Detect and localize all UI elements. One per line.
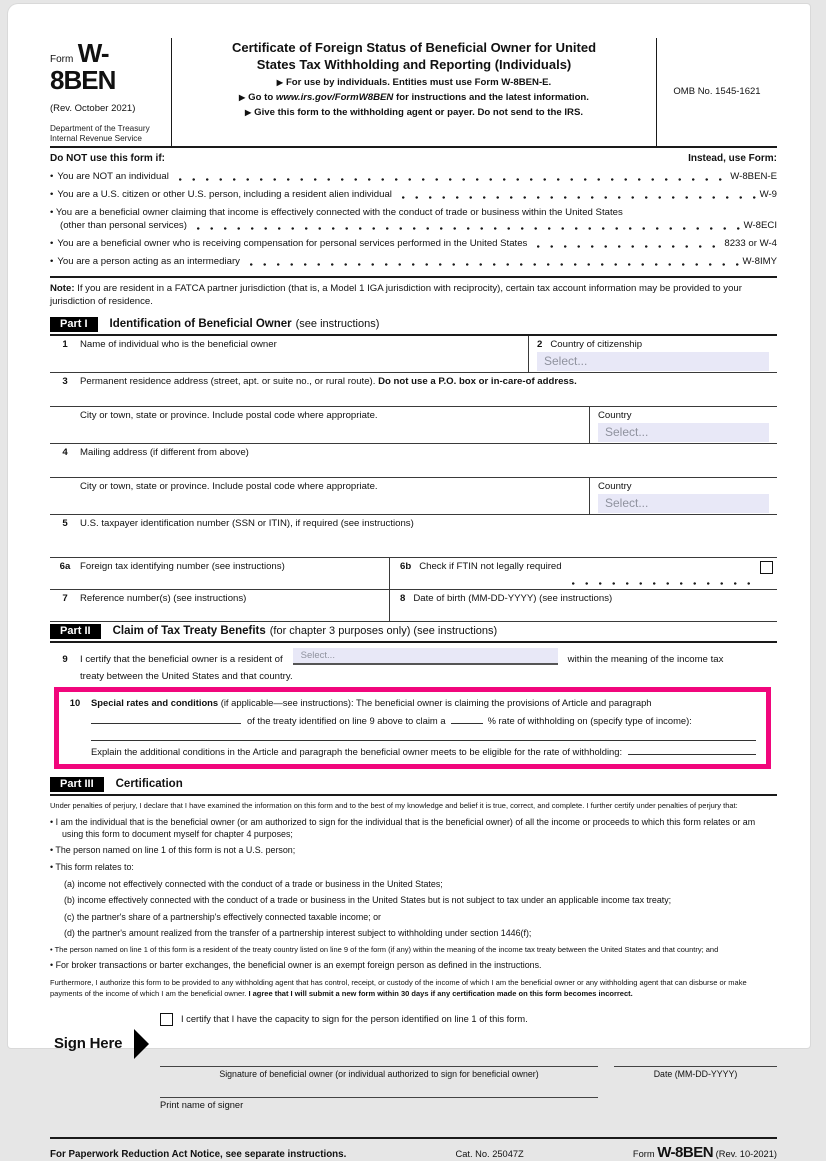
- country-cell-2: [590, 478, 777, 514]
- row-line3: 3 Permanent residence address (street, apt. or suite no., or rural route). Do not use a P.O. box or in-care-of address.: [50, 373, 777, 407]
- pointer-icon: ▶: [239, 93, 246, 103]
- certification-list: [50, 817, 777, 971]
- ftin-not-required-checkbox[interactable]: [760, 561, 773, 574]
- ftin-input[interactable]: 6a Foreign tax identifying number (see instructions): [50, 558, 390, 589]
- certification-item: (d) the partner's amount realized from the transfer of a partnership interest subject to withholding under section 1446(f);: [64, 928, 532, 939]
- form-title: Certificate of Foreign Status of Beneficial Owner for United States Tax Withholding and Reporting (Individuals): [231, 40, 597, 72]
- certification-section: [50, 801, 777, 1000]
- line9-treaty-residence: 9 I certify that the beneficial owner is a resident of Select... within the meaning of the income tax treaty between the United States and that country.: [62, 649, 724, 682]
- ftin-checkbox-label: Check if FTIN not legally required: [419, 560, 562, 572]
- part2-header: Part II Claim of Tax Treaty Benefits (for chapter 3 purposes only) (see instructions): [50, 622, 777, 643]
- agency-name: Department of the Treasury Internal Revenue Service: [50, 124, 150, 143]
- treaty-country-select[interactable]: Select...: [293, 648, 558, 665]
- name-field-cell[interactable]: 1 Name of individual who is the beneficial owner: [50, 336, 529, 372]
- redirect-form-name: W-8BEN-E: [730, 170, 777, 182]
- capacity-label: I certify that I have the capacity to sign for the person identified on line 1 of this form.: [181, 1014, 528, 1025]
- list-item: • You are a person acting as an intermediary W-8IMY: [50, 256, 777, 267]
- form-title-block: [172, 38, 656, 146]
- sign-here-block: [54, 1029, 149, 1059]
- row-line1-line2: [50, 336, 777, 373]
- dot-leader: [197, 222, 740, 231]
- signature-section: [50, 1013, 777, 1133]
- country-label: Country: [598, 409, 632, 421]
- additional-conditions-input[interactable]: [628, 744, 756, 755]
- dot-leader: [572, 577, 756, 586]
- part3-label: Part III: [50, 777, 104, 792]
- capacity-checkbox[interactable]: [160, 1013, 173, 1026]
- date-caption: Date (MM-DD-YYYY): [653, 1068, 738, 1079]
- form-word: Form: [50, 54, 74, 65]
- paperwork-notice: For Paperwork Reduction Act Notice, see separate instructions.: [50, 1148, 347, 1160]
- bullet-icon: [50, 189, 57, 200]
- fatca-note: Note: If you are resident in a FATCA partner jurisdiction (that is, a Model 1 IGA jurisdiction with reciprocity), certain tax account information may be provided to your jurisdiction of residence.: [50, 276, 777, 315]
- omb-number: OMB No. 1545-1621: [656, 38, 777, 146]
- certification-item: • The person named on line 1 of this form is not a U.S. person;: [50, 845, 777, 857]
- reference-number-input[interactable]: 7 Reference number(s) (see instructions): [50, 590, 390, 621]
- line10-highlight-box: 10 Special rates and conditions (if applicable—see instructions): The beneficial owner is claiming the provisions of Article and paragraph of the treaty identified on line 9 above to claim a % rate of withholding on (specify type of income): Explain the additional conditions in the Article and paragraph the beneficial owner meets to be eligible for the rate of withholding:: [54, 687, 771, 769]
- row-line7-line8: [50, 590, 777, 622]
- instruction-1: ▶ For use by individuals. Entities must use Form W-8BEN-E.: [276, 77, 552, 89]
- dot-leader: [402, 191, 756, 200]
- pointer-icon: ▶: [244, 108, 252, 118]
- capacity-row: [160, 1013, 777, 1026]
- income-type-input[interactable]: [91, 727, 756, 741]
- row-city-1: [50, 407, 777, 444]
- certification-item: (a) income not effectively connected with the conduct of a trade or business in the United States;: [64, 878, 443, 889]
- list-item: • You are NOT an individual W-8BEN-E: [50, 171, 777, 182]
- certification-item: • This form relates to:: [50, 862, 777, 874]
- form-header: [50, 38, 777, 148]
- bullet-icon: [50, 238, 57, 249]
- us-tin-input[interactable]: U.S. taxpayer identification number (SSN or ITIN), if required (see instructions): [80, 517, 414, 529]
- redirect-form-name: W-8IMY: [742, 255, 777, 267]
- signature-caption: Signature of beneficial owner (or individual authorized to sign for beneficial owner): [219, 1068, 539, 1079]
- city-input-2[interactable]: City or town, state or province. Include postal code where appropriate.: [50, 478, 590, 514]
- citizenship-label: Country of citizenship: [550, 338, 643, 350]
- part2-label: Part II: [50, 624, 101, 639]
- row-line6: [50, 558, 777, 590]
- part3-header: [50, 775, 777, 796]
- permanent-address-input[interactable]: Permanent residence address (street, apt. or suite no., or rural route). Do not use a P.O. box or in-care-of address.: [80, 375, 577, 387]
- do-not-use-left: Do NOT use this form if:: [50, 152, 165, 164]
- country-cell-1: [590, 407, 777, 443]
- perjury-statement: Under penalties of perjury, I declare that I have examined the information on this form and to the best of my knowledge and belief it is true, correct, and complete. I further certify under penalties of perjury that:: [50, 800, 738, 810]
- instruction-3: ▶ Give this form to the withholding agent or payer. Do not send to the IRS.: [244, 107, 584, 119]
- row-line5: 5 U.S. taxpayer identification number (SSN or ITIN), if required (see instructions): [50, 515, 777, 558]
- dot-leader: [250, 258, 739, 267]
- sign-here-label: Sign Here: [54, 1035, 123, 1053]
- print-name-caption: Print name of signer: [160, 1099, 244, 1110]
- residence-country-select[interactable]: Select...: [598, 423, 769, 442]
- name-label: Name of individual who is the beneficial owner: [80, 338, 277, 350]
- redirect-form-name: W-9: [759, 188, 777, 200]
- irs-url-link[interactable]: www.irs.gov/FormW8BEN: [275, 92, 394, 104]
- date-of-birth-input[interactable]: 8 Date of birth (MM-DD-YYYY) (see instructions): [400, 592, 613, 604]
- part1-label: Part I: [50, 317, 98, 332]
- revision-date: (Rev. October 2021): [50, 103, 136, 114]
- instruction-2: ▶ Go to www.irs.gov/FormW8BEN for instructions and the latest information.: [239, 92, 589, 104]
- form-identity: [50, 38, 172, 146]
- ftin-not-required-cell: 6b Check if FTIN not legally required: [390, 558, 777, 589]
- dot-leader: [179, 173, 726, 182]
- footer-form-id: Form W-8BEN (Rev. 10-2021): [632, 1143, 777, 1161]
- instead-use-form: Instead, use Form:: [688, 152, 777, 164]
- part3-title: Certification: [115, 778, 183, 791]
- furthermore-paragraph: Furthermore, I authorize this form to be provided to any withholding agent that has control, receipt, or custody of the income of which I am the beneficial owner or any withholding agent that can disburse or make payments of the income of which I am the beneficial owner. I agree that I will submit a new form within 30 days if any certification made on this form becomes incorrect.: [50, 978, 747, 999]
- form-number: W-8BEN: [50, 38, 116, 95]
- certification-item: • For broker transactions or barter exchanges, the beneficial owner is an exempt foreign person as defined in the instructions.: [50, 960, 777, 972]
- row-city-2: [50, 478, 777, 515]
- bullet-icon: [50, 171, 57, 182]
- do-not-use-heading: [50, 153, 777, 164]
- part2-title: Claim of Tax Treaty Benefits: [112, 625, 266, 638]
- do-not-use-section: [50, 148, 777, 315]
- row-line4: 4 Mailing address (if different from above): [50, 444, 777, 478]
- certification-item: • I am the individual that is the beneficial owner (or am authorized to sign for the individual that is the beneficial owner) of all the income or proceeds to which this form relates or am using this form to document myself for chapter 4 purposes;: [50, 817, 777, 840]
- redirect-form-name: 8233 or W-4: [724, 237, 777, 249]
- redirect-form-name: W-8ECI: [743, 219, 777, 231]
- sign-here-arrow-icon: [134, 1029, 149, 1059]
- withholding-rate-input[interactable]: [451, 713, 483, 724]
- list-item: • You are a beneficial owner who is receiving compensation for personal services performed in the United States 8233 or W-4: [50, 238, 777, 249]
- mailing-address-input[interactable]: Mailing address (if different from above): [80, 446, 249, 458]
- citizenship-country-select[interactable]: Select...: [537, 352, 769, 371]
- do-not-use-list: [50, 171, 777, 267]
- line10-text: Special rates and conditions (if applicable—see instructions): The beneficial owner is claiming the provisions of Article and paragraph: [91, 696, 652, 708]
- form-page: [8, 4, 810, 1161]
- mailing-country-select[interactable]: Select...: [598, 494, 769, 513]
- list-item: • You are a U.S. citizen or other U.S. person, including a resident alien individual W-9: [50, 189, 777, 200]
- country-label: Country: [598, 480, 632, 492]
- certification-item: (c) the partner's share of a partnership's effectively connected taxable income; or: [64, 911, 381, 922]
- dot-leader: [537, 240, 720, 249]
- part1-title: Identification of Beneficial Owner: [109, 318, 292, 331]
- citizenship-cell: 2 Country of citizenship Select...: [529, 336, 777, 372]
- certification-item: (b) income effectively connected with the conduct of a trade or business in the United States but is not subject to tax under an applicable income tax treaty;: [64, 895, 672, 906]
- form-footer: [50, 1137, 777, 1161]
- catalog-number: Cat. No. 25047Z: [455, 1148, 524, 1159]
- part1-header: Part I Identification of Beneficial Owner (see instructions): [50, 315, 777, 336]
- certification-item: • The person named on line 1 of this form is a resident of the treaty country listed on line 9 of the form (if any) within the meaning of the income tax treaty between the United States and that country; and: [50, 945, 777, 955]
- city-input-1[interactable]: City or town, state or province. Include postal code where appropriate.: [50, 407, 590, 443]
- pointer-icon: ▶: [276, 78, 283, 88]
- list-item: • You are a beneficial owner claiming that income is effectively connected with the conduct of trade or business within the United States (other than personal services) W-8ECI: [50, 207, 777, 231]
- bullet-icon: [50, 256, 57, 267]
- article-paragraph-input[interactable]: [91, 713, 241, 724]
